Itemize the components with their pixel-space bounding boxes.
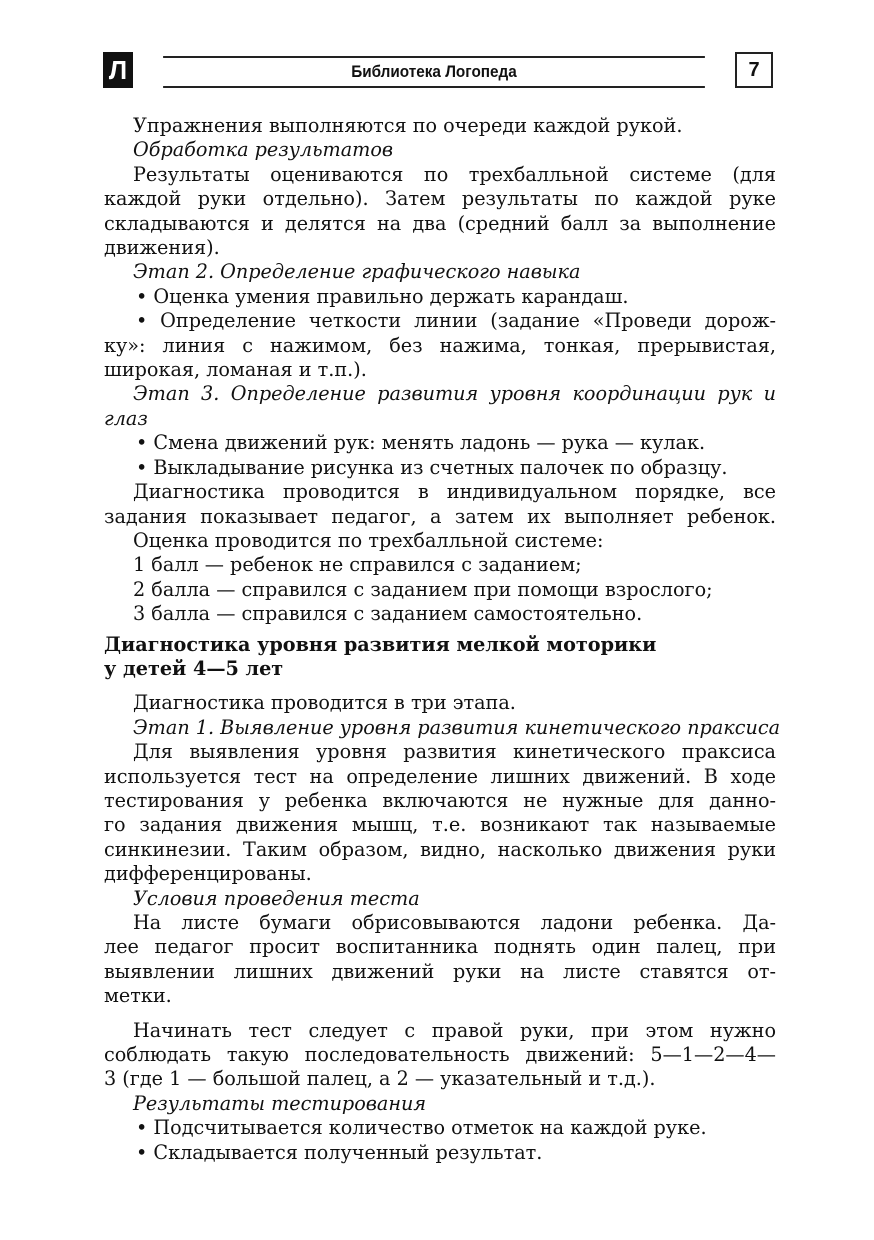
section-heading: у детей 4—5 лет — [104, 656, 284, 680]
text-line: лее педагог просит воспитанника поднять один палец, при — [104, 935, 776, 959]
bullet-item: • Определение четкости линии (задание «Проведи дорож- — [136, 309, 776, 333]
subheading: Условия проведения теста — [133, 886, 420, 910]
text-line: 3 балла — справился с заданием самостоятельно. — [133, 602, 643, 626]
bullet-item: • Складывается полученный результат. — [136, 1140, 543, 1164]
text-line: Для выявления уровня развития кинетического праксиса — [133, 740, 776, 764]
text-line: 1 балл — ребенок не справился с заданием; — [133, 553, 582, 577]
bullet-item: • Оценка умения правильно держать карандаш. — [136, 284, 629, 308]
text-line: широкая, ломаная и т.п.). — [104, 358, 367, 382]
text-line: метки. — [104, 984, 172, 1008]
bullet-item: • Выкладывание рисунка из счетных палочек по образцу. — [136, 455, 728, 479]
text-line: задания показывает педагог, а затем их выполняет ребенок. — [104, 504, 776, 528]
text-line: используется тест на определение лишних движений. В ходе — [104, 764, 776, 788]
text-line: 3 (где 1 — большой палец, а 2 — указательный и т.д.). — [104, 1067, 656, 1091]
text-line: Начинать тест следует с правой руки, при этом нужно — [133, 1018, 776, 1042]
text-line: Диагностика проводится в индивидуальном порядке, все — [133, 480, 776, 504]
subheading: глаз — [104, 406, 148, 430]
text-line: Диагностика проводится в три этапа. — [133, 691, 516, 715]
subheading: Обработка результатов — [133, 138, 394, 162]
text-line: ку»: линия с нажимом, без нажима, тонкая, прерывистая, — [104, 333, 776, 357]
text-line: выявлении лишних движений руки на листе ставятся от- — [104, 959, 776, 983]
page-number: 7 — [735, 52, 773, 88]
header-title: Библиотека Логопеда — [163, 56, 705, 88]
subheading: Этап 2. Определение графического навыка — [133, 260, 581, 284]
text-line: го задания движения мышц, т.е. возникают так называемые — [104, 813, 776, 837]
section-heading: Диагностика уровня развития мелкой моторики — [104, 632, 657, 656]
text-line: каждой руки отдельно). Затем результаты по каждой руке — [104, 187, 776, 211]
running-header — [103, 52, 773, 88]
subheading: Этап 3. Определение развития уровня координации рук и — [133, 382, 776, 406]
subheading: Результаты тестирования — [133, 1091, 427, 1115]
bullet-item: • Подсчитывается количество отметок на каждой руке. — [136, 1116, 707, 1140]
series-logo: Л — [103, 52, 133, 88]
text-line: дифференцированы. — [104, 862, 312, 886]
text-line: Оценка проводится по трехбалльной системе: — [133, 528, 604, 552]
text-line: движения). — [104, 236, 220, 260]
subheading: Этап 1. Выявление уровня развития кинетического праксиса — [133, 715, 781, 739]
text-line: На листе бумаги обрисовываются ладони ребенка. Да- — [133, 911, 776, 934]
text-line: 2 балла — справился с заданием при помощи взрослого; — [133, 577, 713, 601]
text-line: тестирования у ребенка включаются не нужные для данно- — [104, 788, 776, 812]
body-text — [104, 114, 781, 1165]
text-line: складываются и делятся на два (средний балл за выполнение — [104, 211, 776, 235]
text-line: синкинезии. Таким образом, видно, насколько движения руки — [104, 837, 776, 861]
text-line: Упражнения выполняются по очереди каждой рукой. — [133, 114, 683, 137]
bullet-item: • Смена движений рук: менять ладонь — рука — кулак. — [136, 431, 706, 455]
text-line: соблюдать такую последовательность движений: 5—1—2—4— — [104, 1043, 776, 1067]
text-line: Результаты оцениваются по трехбалльной системе (для — [133, 162, 776, 186]
